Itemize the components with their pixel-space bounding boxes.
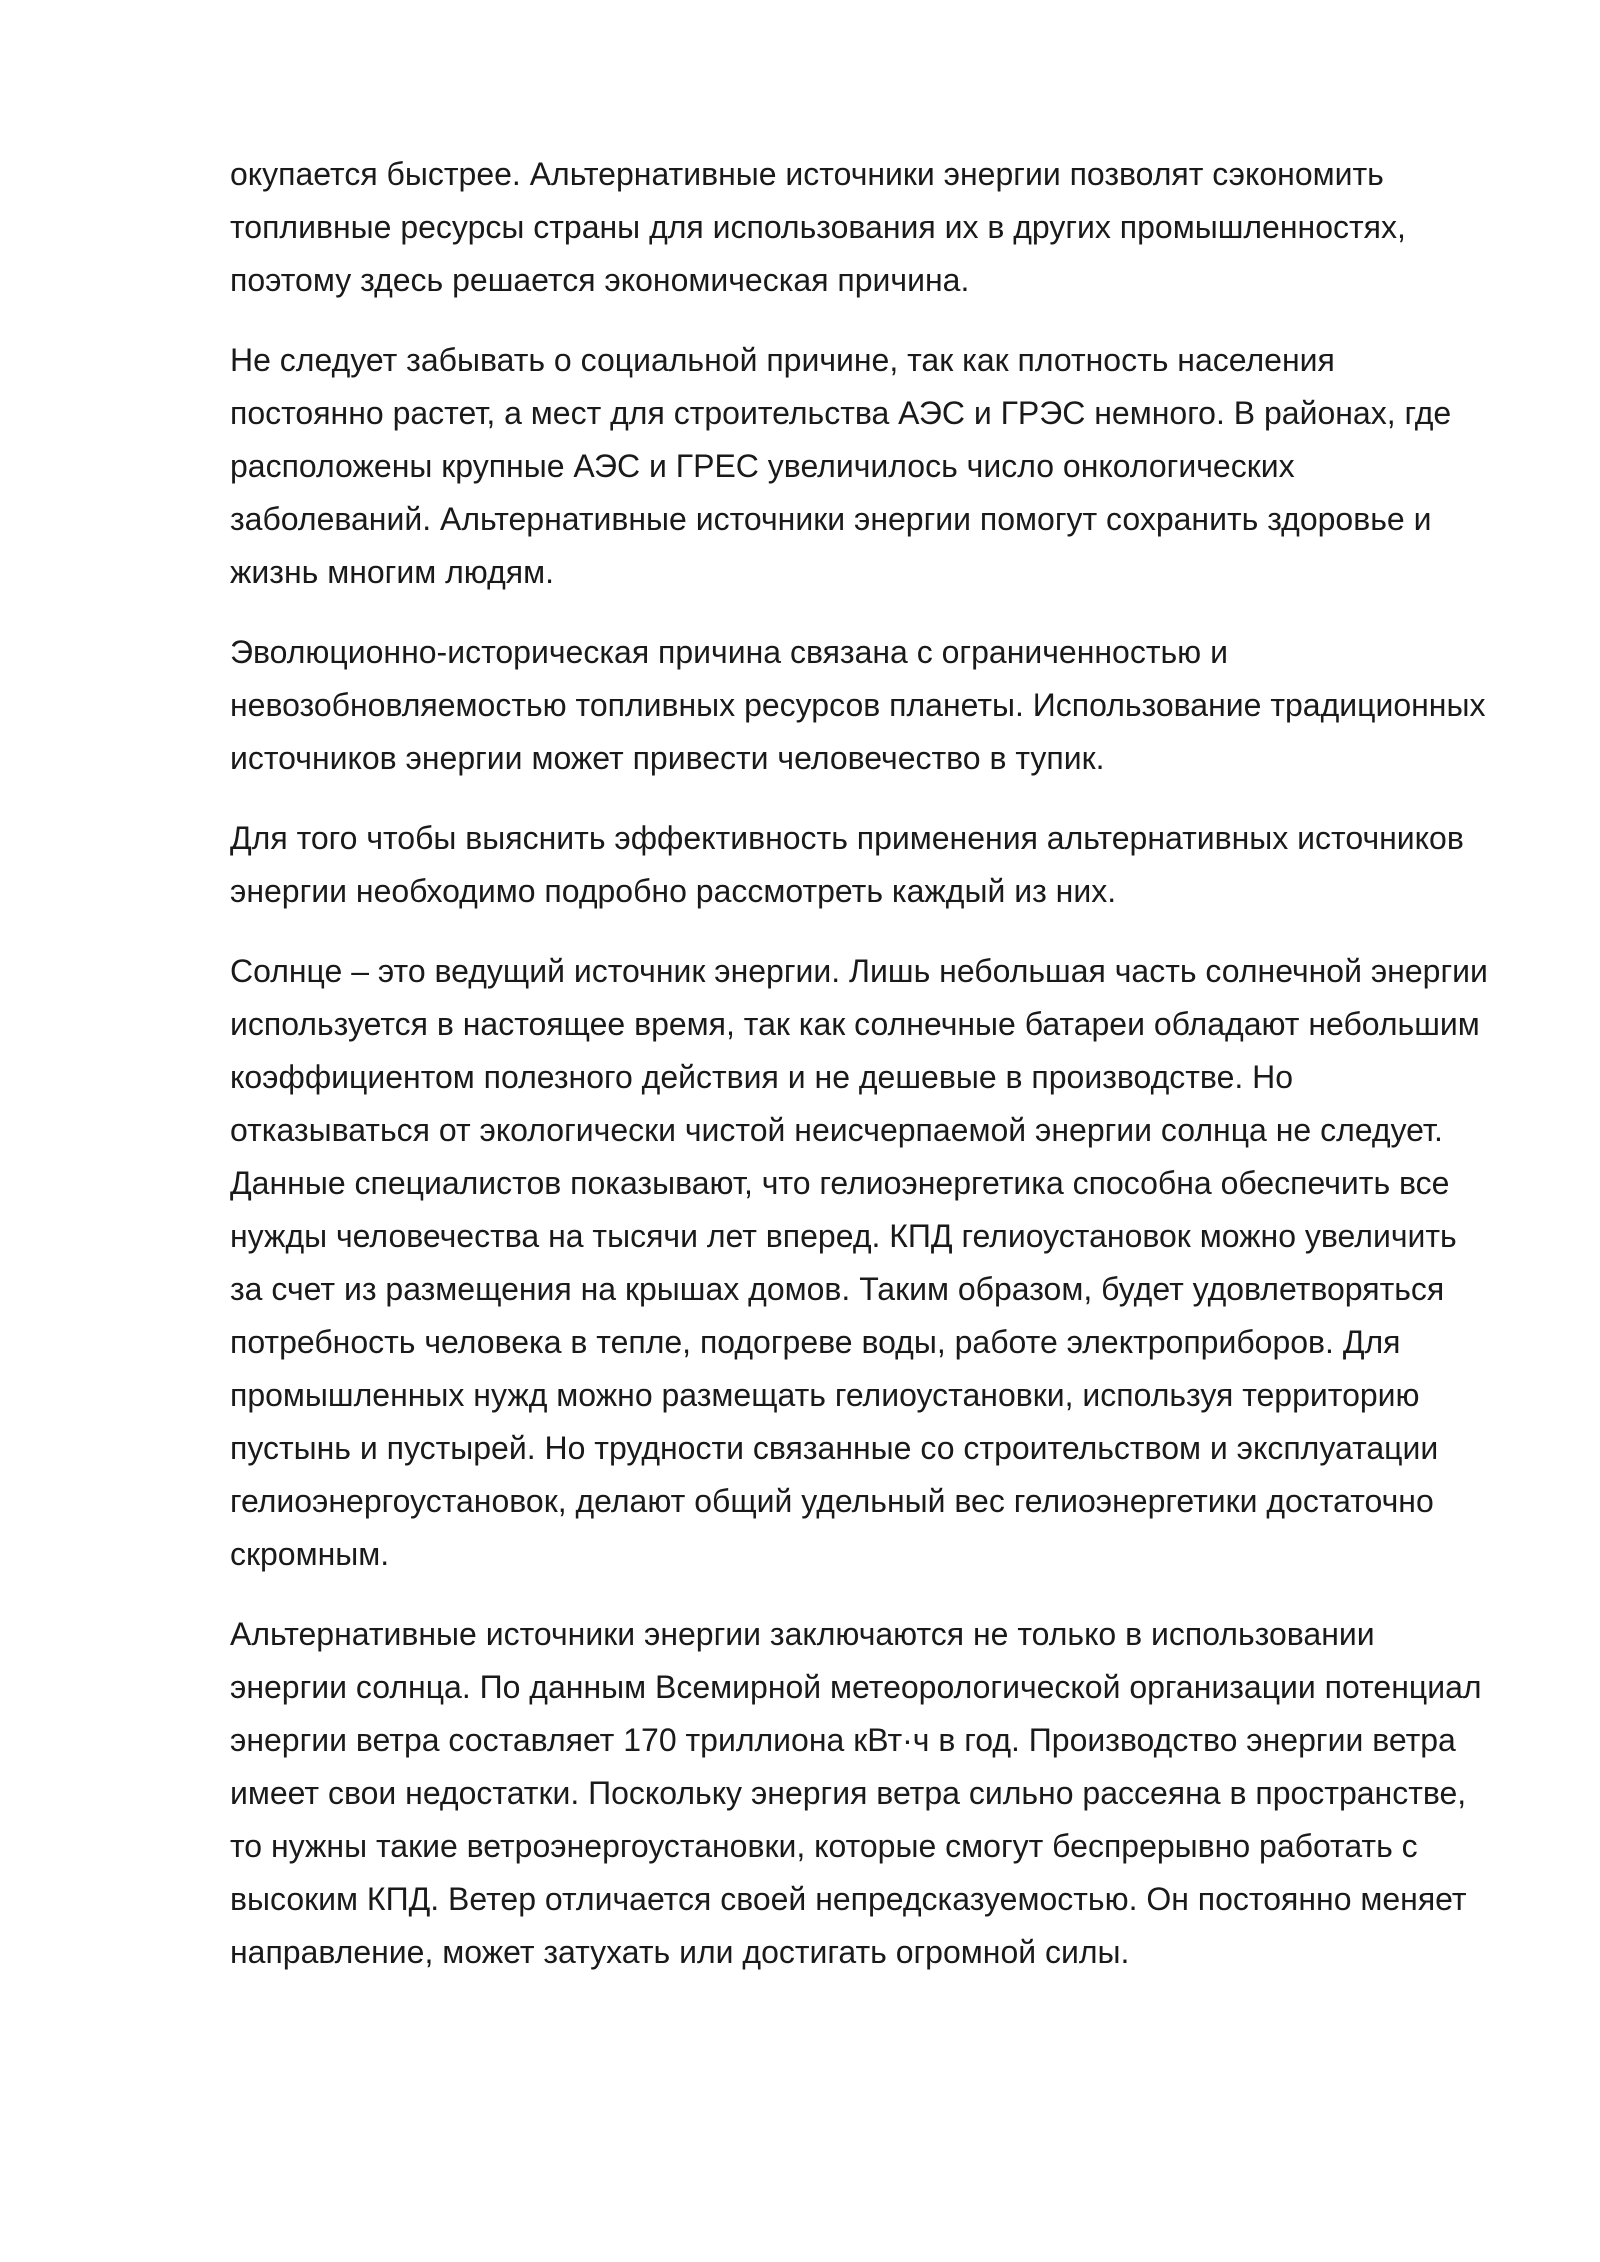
paragraph-solar-energy: Солнце – это ведущий источник энергии. Лишь небольшая часть солнечной энергии используется в настоящее время, так как солнечные батареи обладают небольшим коэффициентом полезного действия и не дешевые в производстве. Но отказываться от экологически чистой неисчерпаемой энергии солнца не следует. Данные специалистов показывают, что гелиоэнергетика способна обеспечить все нужды человечества на тысячи лет вперед. КПД гелиоустановок можно увеличить за счет из размещения на крышах домов. Таким образом, будет удовлетворяться потребность человека в тепле, подогреве воды, работе электроприборов. Для промышленных нужд можно размещать гелиоустановки, используя территорию пустынь и пустырей. Но трудности связанные со строительством и эксплуатации гелиоэнергоустановок, делают общий удельный вес гелиоэнергетики достаточно скромным. [230,953,1488,1572]
paragraph-economic-reason: окупается быстрее. Альтернативные источники энергии позволят сэкономить топливные ресурсы страны для использования их в других промышленностях, поэтому здесь решается экономическая причина. [230,156,1406,298]
document-body [230,148,1490,1979]
paragraph-social-reason: Не следует забывать о социальной причине, так как плотность населения постоянно растет, а мест для строительства АЭС и ГРЭС немного. В районах, где расположены крупные АЭС и ГРЕС увеличилось число онкологических заболеваний. Альтернативные источники энергии помогут сохранить здоровье и жизнь многим людям. [230,342,1452,590]
paragraph-wind-energy: Альтернативные источники энергии заключаются не только в использовании энергии солнца. По данным Всемирной метеорологической организации потенциал энергии ветра составляет 170 триллиона кВт·ч в год. Производство энергии ветра имеет свои недостатки. Поскольку энергия ветра сильно рассеяна в пространстве, то нужны такие ветроэнергоустановки, которые смогут беспрерывно работать с высоким КПД. Ветер отличается своей непредсказуемостью. Он постоянно меняет направление, может затухать или достигать огромной силы. [230,1616,1482,1970]
paragraph-historical-reason: Эволюционно-историческая причина связана с ограниченностью и невозобновляемостью топливных ресурсов планеты. Использование традиционных источников энергии может привести человечество в тупик. [230,634,1486,776]
paragraph-efficiency-intro: Для того чтобы выяснить эффективность применения альтернативных источников энергии необходимо подробно рассмотреть каждый из них. [230,820,1464,909]
